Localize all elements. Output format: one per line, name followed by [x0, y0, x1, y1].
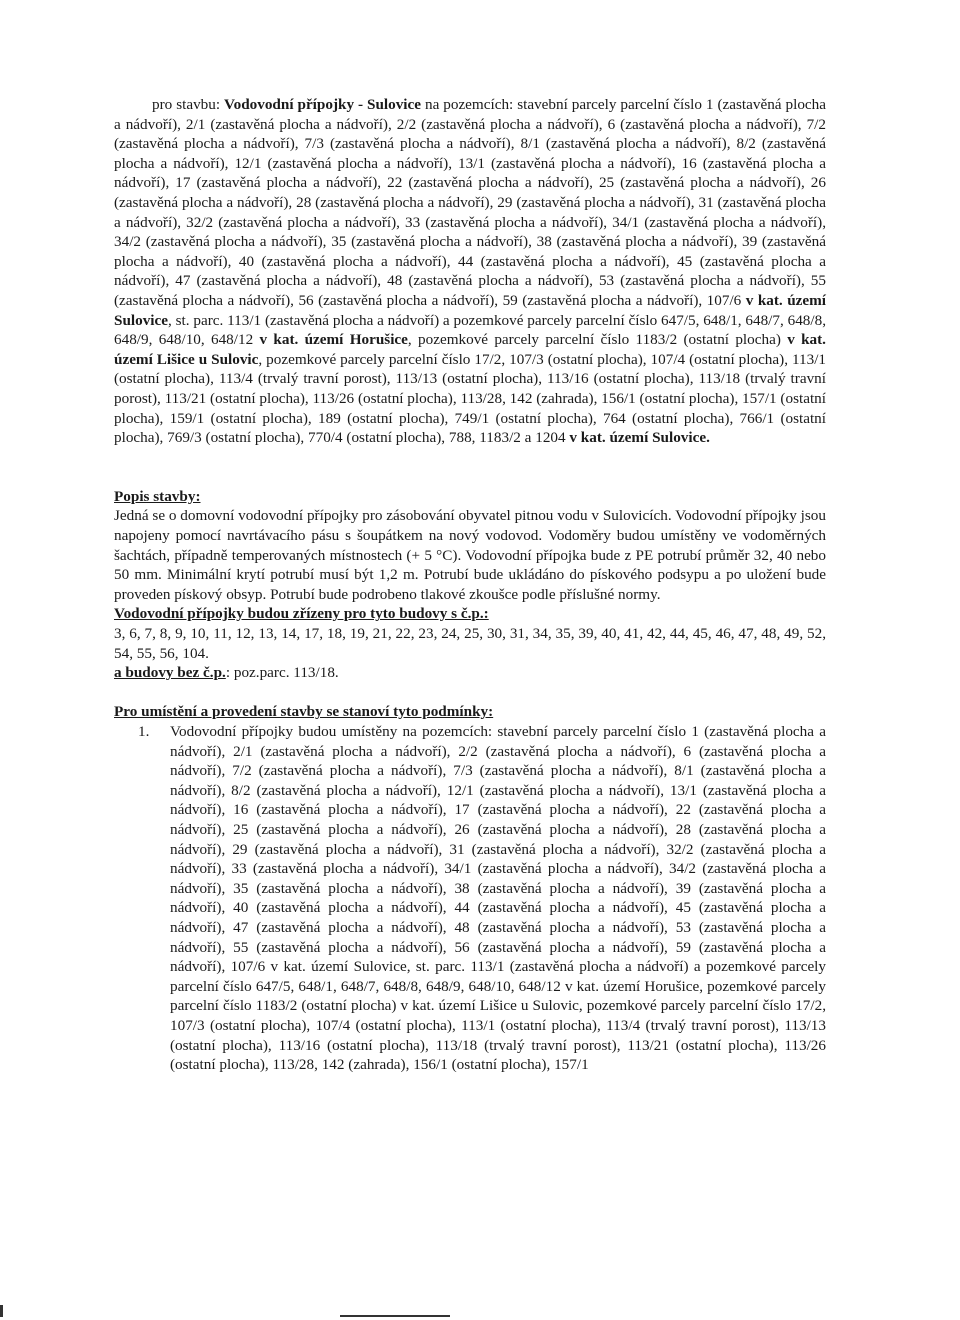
cadastral-area-2: v kat. území Horušice [259, 331, 408, 349]
condition-item [114, 722, 826, 1075]
intro-prefix: pro stavbu: [152, 96, 225, 113]
scan-edge-mark [340, 1315, 450, 1317]
conditions-heading: Pro umístění a provedení stavby se stanoví tyto podmínky: [114, 703, 494, 721]
intro-part-1: na pozemcích: stavební parcely parcelní číslo 1 (zastavěná plocha a nádvoří), 2/1 (zastavěná plocha a nádvoří), 2/2 (zastavěná plocha a nádvoří), 6 (zastavěná plocha a nádvoří), 7/2 (zastavěná plocha a nádvoří), 7/3 (zastavěná plocha a nádvoří), 8/1 (zastavěná plocha a nádvoří), 8/2 (zastavěná plocha a nádvoří), 12/1 (zastavěná plocha a nádvoří), 13/1 (zastavěná plocha a nádvoří), 16 (zastavěná plocha a nádvoří), 17 (zastavěná plocha a nádvoří), 22 (zastavěná plocha a nádvoří), 25 (zastavěná plocha a nádvoří), 26 (zastavěná plocha a nádvoří), 28 (zastavěná plocha a nádvoří), 29 (zastavěná plocha a nádvoří), 31 (zastavěná plocha a nádvoří), 32/2 (zastavěná plocha a nádvoří), 33 (zastavěná plocha a nádvoří), 34/1 (zastavěná plocha a nádvoří), 34/2 (zastavěná plocha a nádvoří), 35 (zastavěná plocha a nádvoří), 38 (zastavěná plocha a nádvoří), 39 (zastavěná plocha a nádvoří), 40 (zastavěná plocha a nádvoří), 44 (zastavěná plocha a nádvoří), 45 (zastavěná plocha a nádvoří), 47 (zastavěná plocha a nádvoří), 48 (zastavěná plocha a nádvoří), 53 (zastavěná plocha a nádvoří), 55 (zastavěná plocha a nádvoří), 56 (zastavěná plocha a nádvoří), 59 (zastavěná plocha a nádvoří), 107/6 [114, 96, 826, 309]
buildings-heading: Vodovodní přípojky budou zřízeny pro tyto budovy s č.p.: [114, 605, 489, 623]
no-cp-value: : poz.parc. 113/18. [225, 664, 339, 682]
cadastral-area-1: v kat. území Sulovice [114, 291, 826, 329]
spacer [114, 683, 826, 703]
description-text: Jedná se o domovní vodovodní přípojky pro zásobování obyvatel pitnou vodu v Sulovicích. Vodovodní přípojky jsou napojeny pomocí navrtávacího pásu s šoupátkem na nový vodovod. Vodoměry budou umístěny ve vodoměrných šachtách, případně temperovaných místnostech (+ 5 °C). Vodovodní přípojka bude z PE potrubí průměr 32, 40 nebo 50 mm. Minimální krytí potrubí musí být 1,2 m. Potrubí bude ukládáno do pískového podsypu a po uložení bude proveden pískový obsyp. Potrubí bude podrobeno tlakové zkoušce podle příslušné normy. [114, 507, 826, 603]
spacer [114, 467, 826, 487]
project-name: Vodovodní přípojky - Sulovice [224, 96, 422, 113]
cadastral-area-4: v kat. území Sulovice. [569, 429, 710, 447]
conditions-list [114, 722, 826, 1075]
spacer [114, 448, 826, 468]
intro-part-2: , st. parc. 113/1 (zastavěná plocha a nádvoří) a pozemkové parcely parcelní číslo 647/5, 648/1, 648/7, 648/8, 648/9, 648/10, 648/12 [114, 311, 826, 349]
description-heading: Popis stavby: [114, 487, 201, 505]
document-page [114, 95, 826, 1075]
condition-number: 1. [138, 723, 150, 740]
intro-part-4: , pozemkové parcely parcelní číslo 17/2, 107/3 (ostatní plocha), 107/4 (ostatní plocha), 113/1 (ostatní plocha), 113/4 (trvalý travní porost), 113/13 (ostatní plocha), 113/16 (ostatní plocha), 113/18 (trvalý travní porost), 113/21 (ostatní plocha), 113/26 (ostatní plocha), 113/28, 142 (zahrada), 156/1 (ostatní plocha), 157/1 (ostatní plocha), 159/1 (ostatní plocha), 189 (ostatní plocha), 749/1 (ostatní plocha), 764 (ostatní plocha), 766/1 (ostatní plocha), 769/3 (ostatní plocha), 770/4 (ostatní plocha), 788, 1183/2 a 1204 [114, 350, 827, 447]
no-cp-label: a budovy bez č.p. [114, 664, 226, 682]
no-cp-line [114, 663, 826, 683]
buildings-list: 3, 6, 7, 8, 9, 10, 11, 12, 13, 14, 17, 18, 19, 21, 22, 23, 24, 25, 30, 31, 34, 35, 39, 40, 41, 42, 44, 45, 46, 47, 48, 49, 52, 54, 55, 56, 104. [114, 625, 826, 662]
cadastral-area-3: v kat. území Lišice u Sulovic [114, 331, 826, 368]
scan-edge-mark [0, 1305, 3, 1317]
condition-text: Vodovodní přípojky budou umístěny na pozemcích: stavební parcely parcelní číslo 1 (zastavěná plocha a nádvoří), 2/1 (zastavěná plocha a nádvoří), 2/2 (zastavěná plocha a nádvoří), 6 (zastavěná plocha a nádvoří), 7/2 (zastavěná plocha a nádvoří), 7/3 (zastavěná plocha a nádvoří), 8/1 (zastavěná plocha a nádvoří), 8/2 (zastavěná plocha a nádvoří), 12/1 (zastavěná plocha a nádvoří), 13/1 (zastavěná plocha a nádvoří), 16 (zastavěná plocha a nádvoří), 17 (zastavěná plocha a nádvoří), 22 (zastavěná plocha a nádvoří), 25 (zastavěná plocha a nádvoří), 26 (zastavěná plocha a nádvoří), 28 (zastavěná plocha a nádvoří), 29 (zastavěná plocha a nádvoří), 31 (zastavěná plocha a nádvoří), 32/2 (zastavěná plocha a nádvoří), 33 (zastavěná plocha a nádvoří), 34/1 (zastavěná plocha a nádvoří), 34/2 (zastavěná plocha a nádvoří), 35 (zastavěná plocha a nádvoří), 38 (zastavěná plocha a nádvoří), 39 (zastavěná plocha a nádvoří), 40 (zastavěná plocha a nádvoří), 44 (zastavěná plocha a nádvoří), 45 (zastavěná plocha a nádvoří), 47 (zastavěná plocha a nádvoří), 48 (zastavěná plocha a nádvoří), 53 (zastavěná plocha a nádvoří), 55 (zastavěná plocha a nádvoří), 56 (zastavěná plocha a nádvoří), 59 (zastavěná plocha a nádvoří), 107/6 v kat. území Sulovice, st. parc. 113/1 (zastavěná plocha a nádvoří) a pozemkové parcely parcelní číslo 647/5, 648/1, 648/7, 648/8, 648/9, 648/10, 648/12 v kat. území Horušice, pozemkové parcely parcelní číslo 1183/2 (ostatní plocha) v kat. území Lišice u Sulovic, pozemkové parcely parcelní číslo 17/2, 107/3 (ostatní plocha), 107/4 (ostatní plocha), 113/1 (ostatní plocha), 113/4 (trvalý travní porost), 113/13 (ostatní plocha), 113/16 (ostatní plocha), 113/18 (trvalý travní porost), 113/21 (ostatní plocha), 113/26 (ostatní plocha), 113/28, 142 (zahrada), 156/1 (ostatní plocha), 157/1 [170, 723, 826, 1074]
intro-part-3: , pozemkové parcely parcelní číslo 1183/2 (ostatní plocha) [407, 331, 788, 349]
intro-paragraph [114, 95, 826, 448]
